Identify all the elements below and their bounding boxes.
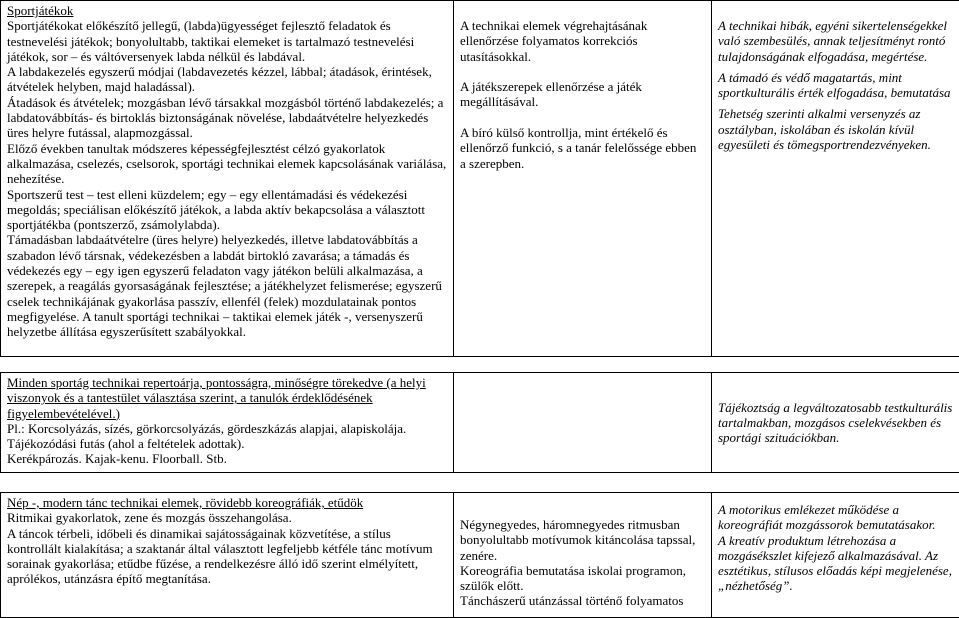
assessment-paragraph: Négynegyedes, háromnegyedes ritmusban bonyolultabb motívumok kitáncolása tapssal, zenére.: [460, 517, 705, 563]
content-paragraph: Sportszerű test – test elleni küzdelem; egy – egy ellentámadási és védekezési megoldás; speciálisan előkészítő játékok, a labda aktív bekapcsolása a választott sportjátékba (pontszerző, zsámolylabda).: [7, 187, 447, 233]
spacer: [460, 64, 705, 79]
content-paragraph: Átadások és átvételek; mozgásban lévő társakkal mozgásból történő labdakezelés; a labdatovábbítás- és birtoklás biztonságának növelése, labdaátvételre helyezkedés üres helyre futással, alapmozgással.: [7, 95, 447, 141]
outcome-paragraph: A kreatív produktum létrehozása a mozgásékszlet kifejező alkalmazásával. Az esztétikus, stílusos előadás képi megjelenése, „nézhetőség”.: [718, 533, 953, 594]
content-line: A táncok térbeli, időbeli és dinamikai sajátosságainak közvetítése, a stílus kontrollált kialakítása; a szaktanár által választott legfeljebb kétféle tánc motívum sorainak gyakorlása; etűdbe fűzése, a rendelkezésre álló idő szerint elmélyített, aprólékos, utánzásra építő megtanítása.: [7, 526, 447, 587]
content-paragraph: Sportjátékokat előkészítő jellegű, (labda)ügyességet fejlesztő feladatok és testnevelési játékok; bonyolultabb, taktikai elemeket is tartalmazó testnevelési játékok, sor – és váltóversenyek labda nélkül és labdával.: [7, 18, 447, 64]
content-cell: [1, 373, 454, 473]
table-section-sportagak: [0, 372, 959, 473]
section-title: Minden sportág technikai repertoárja, pontosságra, minőségre törekedve (a helyi viszonyok és a tantestület választása szerint, a tanulók érdeklődésének figyelembevételével.): [7, 375, 447, 421]
content-paragraph: Támadásban labdaátvételre (üres helyre) helyezkedés, illetve labdatovábbítás a szabadon lévő társnak, védekezésben a labdát birtokló zavarása; a támadás és védekezés egy – egy igen egyszerű feladaton vagy játékon belüli alkalmazása, a szerepek, a reagálás gyorsaságának fejlesztése; a játékhelyzet felismerése; egyszerű cselek technikájának gyakorlása passzív, ellenfél (felek) mozdulatainak pontos megfigyelése. A tanult sportági technikai – taktikai elemek játék -, versenyszerű helyzetbe állítása egyszerűsített szabályokkal.: [7, 232, 447, 339]
outcome-cell: [712, 373, 959, 473]
spacer: [460, 110, 705, 125]
content-line: Tájékozódási futás (ahol a feltételek adottak).: [7, 436, 447, 451]
assessment-paragraph: A technikai elemek végrehajtásának ellenőrzése folyamatos korrekciós utasításokkal.: [460, 18, 705, 64]
outcome-paragraph: Tájékoztság a legváltozatosabb testkulturális tartalmakban, mozgásos cselekvésekben és sportági szituációkban.: [718, 400, 953, 446]
outcome-paragraph: Tehetség szerinti alkalmi versenyzés az osztályban, iskolában és iskolán kívül egyesületi és tömegsportrendezvényeken.: [718, 106, 953, 152]
assessment-cell: [454, 1, 712, 357]
outcome-paragraph: A technikai hibák, egyéni sikertelenségekkel való szembesülés, annak teljesítményt rontó tulajdonságának elfogadása, megértése.: [718, 18, 953, 64]
assessment-paragraph: A bíró külső kontrollja, mint értékelő és ellenőrző funkció, s a tanár felelőssége ebben a szerepben.: [460, 125, 705, 171]
outcome-cell: [712, 493, 959, 618]
section-title: Nép -, modern tánc technikai elemek, rövidebb koreográfiák, etűdök: [7, 495, 447, 510]
assessment-paragraph: A játékszerepek ellenőrzése a játék megállításával.: [460, 79, 705, 110]
assessment-cell: [454, 493, 712, 618]
content-line: Ritmikai gyakorlatok, zene és mozgás összehangolása.: [7, 510, 447, 525]
section-title: Sportjátékok: [7, 3, 447, 18]
outcome-cell: [712, 1, 959, 357]
assessment-cell: [454, 373, 712, 473]
content-line: Kerékpározás. Kajak-kenu. Floorball. Stb.: [7, 451, 447, 466]
content-line: Pl.: Korcsolyázás, sízés, görkorcsolyázás, gördeszkázás alapjai, alapiskolája.: [7, 421, 447, 436]
content-paragraph: A labdakezelés egyszerű módjai (labdavezetés kézzel, lábbal; átadások, érintések, átvételek helyben, majd haladással).: [7, 64, 447, 95]
content-paragraph: Előző években tanultak módszeres képességfejlesztést célzó gyakorlatok alkalmazása, cselezés, cselsorok, sportági technikai elemek kapcsolásának variálása, nehezítése.: [7, 141, 447, 187]
assessment-paragraph: Tánchászerű utánzással történő folyamatos: [460, 593, 705, 608]
outcome-paragraph: A támadó és védő magatartás, mint sportkulturális érték elfogadása, bemutatása: [718, 70, 953, 101]
outcome-paragraph: A motorikus emlékezet működése a koreográfiát mozgássorok bemutatásakor.: [718, 502, 953, 533]
table-section-tanc: [0, 492, 959, 618]
content-cell: [1, 1, 454, 357]
content-cell: [1, 493, 454, 618]
assessment-paragraph: Koreográfia bemutatása iskolai programon, szülők előtt.: [460, 563, 705, 594]
